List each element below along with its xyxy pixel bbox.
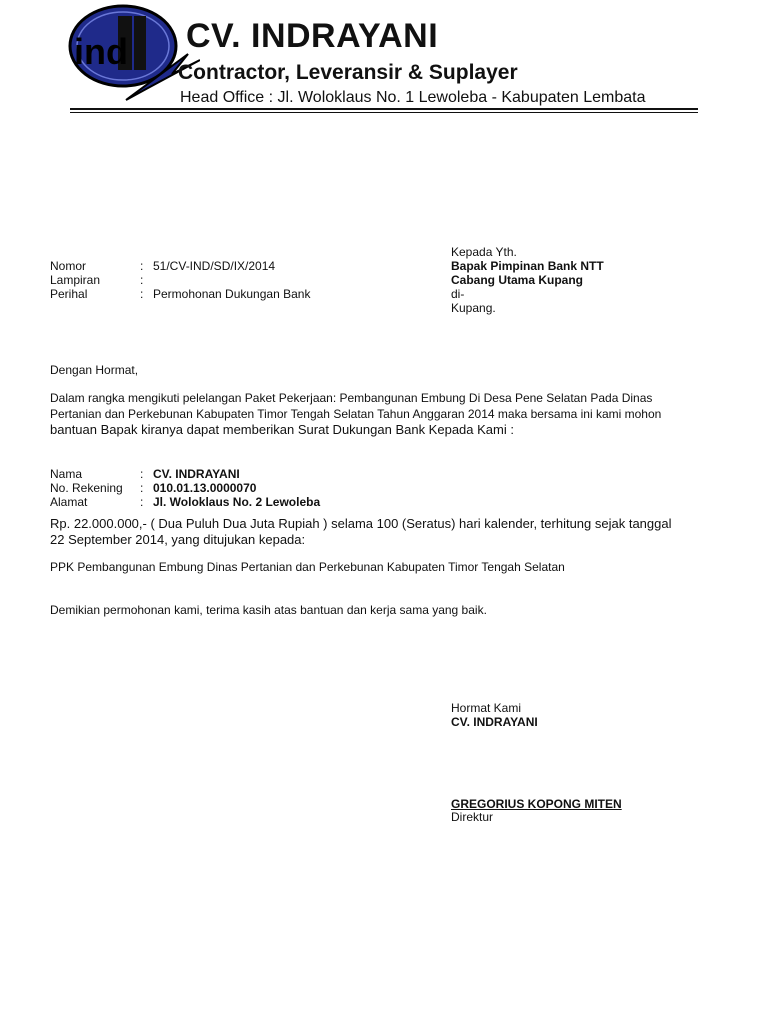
company-tagline: Contractor, Leveransir & Suplayer (178, 61, 518, 84)
rekening-separator: : (140, 481, 144, 495)
rekening-value: 010.01.13.0000070 (153, 481, 257, 495)
alamat-label: Alamat (50, 495, 88, 509)
alamat-separator: : (140, 495, 144, 509)
perihal-value: Permohonan Dukungan Bank (153, 287, 311, 301)
signature-regards: Hormat Kami (451, 701, 522, 715)
letterhead-divider (70, 108, 698, 110)
greeting: Dengan Hormat, (50, 363, 139, 377)
amount-line-1: Rp. 22.000.000,- ( Dua Puluh Dua Juta Rupiah ) selama 100 (Seratus) hari kalender, terhitung sejak tanggal (50, 516, 672, 531)
perihal-separator: : (140, 287, 144, 301)
meta-nomor (50, 259, 710, 273)
lampiran-separator: : (140, 273, 144, 287)
letterhead-divider-thin (70, 112, 698, 113)
signature-company: CV. INDRAYANI (451, 715, 538, 729)
intro-line-3: bantuan Bapak kiranya dapat memberikan Surat Dukungan Bank Kepada Kami : (50, 422, 514, 437)
nama-label: Nama (50, 467, 83, 481)
detail-nama (50, 467, 710, 481)
nama-separator: : (140, 467, 144, 481)
amount-line-2: 22 September 2014, yang ditujukan kepada: (50, 532, 306, 547)
company-address: Head Office : Jl. Woloklaus No. 1 Lewoleba - Kabupaten Lembata (180, 89, 646, 106)
logo-text: ind (74, 31, 128, 72)
company-name: CV. INDRAYANI (186, 17, 439, 55)
recipient-city: Kupang. (451, 301, 496, 315)
meta-perihal (50, 287, 710, 301)
recipient-di: di- (451, 287, 465, 301)
detail-alamat (50, 495, 710, 509)
intro-line-2: Pertanian dan Perkebunan Kabupaten Timor Tengah Selatan Tahun Anggaran 2014 maka bersama ini kami mohon (50, 407, 662, 421)
detail-rekening (50, 481, 710, 495)
closing-line: Demikian permohonan kami, terima kasih atas bantuan dan kerja sama yang baik. (50, 603, 487, 617)
nomor-label: Nomor (50, 259, 87, 273)
rekening-label: No. Rekening (50, 481, 123, 495)
meta-lampiran (50, 273, 710, 287)
alamat-value: Jl. Woloklaus No. 2 Lewoleba (153, 495, 321, 509)
nama-value: CV. INDRAYANI (153, 467, 240, 481)
perihal-label: Perihal (50, 287, 88, 301)
ppk-line: PPK Pembangunan Embung Dinas Pertanian dan Perkebunan Kabupaten Timor Tengah Selatan (50, 560, 565, 574)
nomor-value: 51/CV-IND/SD/IX/2014 (153, 259, 276, 273)
lampiran-label: Lampiran (50, 273, 101, 287)
recipient-salutation: Kepada Yth. (451, 245, 517, 259)
recipient-name: Bapak Pimpinan Bank NTT (451, 259, 604, 273)
recipient-branch: Cabang Utama Kupang (451, 273, 584, 287)
intro-line-1: Dalam rangka mengikuti pelelangan Paket Pekerjaan: Pembangunan Embung Di Desa Pene Selatan Pada Dinas (50, 391, 653, 405)
nomor-separator: : (140, 259, 144, 273)
signatory-title: Direktur (451, 810, 494, 824)
company-logo (68, 2, 200, 102)
signatory-name: GREGORIUS KOPONG MITEN (451, 797, 622, 811)
